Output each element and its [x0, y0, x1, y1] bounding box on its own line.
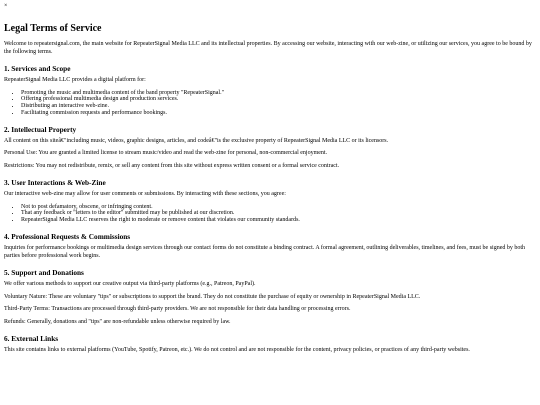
ip-personal-use: Personal Use: You are granted a limited license to stream music/video and read the web-zine for personal, non-commercial enjoyment. [4, 150, 328, 157]
interactions-list [4, 204, 536, 224]
list-item: • Offering professional multimedia design and production services. [21, 96, 536, 103]
intro-paragraph: Welcome to repeatersignal.com, the main website for RepeaterSignal Media LLC and its intellectual properties. By accessing our website, interacting with our web-zine, or utilizing our services, you agree to be bound by the following terms. [4, 41, 532, 55]
ip-paragraph: All content on this siteâ€"including music, videos, graphic designs, articles, and codeâ€"is the exclusive property of RepeaterSignal Media LLC or its licensors. [4, 137, 389, 144]
section-heading-services: 1. Services and Scope [4, 64, 71, 73]
support-paragraph: We offer various methods to support our creative output via third-party platforms (e.g., Patreon, PayPal). [4, 281, 256, 288]
requests-paragraph: Inquiries for performance bookings or multimedia design services through our contact forms do not constitute a binding contract. A formal agreement, outlining deliverables, timelines, and fees, must be signed by both parties before professional work begins. [4, 245, 526, 259]
list-item: • RepeaterSignal Media LLC reserves the right to moderate or remove content that violates our community standards. [21, 217, 536, 224]
links-paragraph: This site contains links to external platforms (YouTube, Spotify, Patreon, etc.). We do not control and are not responsible for the content, privacy policies, or practices of any third-party websites. [4, 347, 470, 354]
section-heading-links: 6. External Links [4, 334, 59, 344]
section-heading-ip: 2. Intellectual Property [4, 124, 77, 134]
ip-restrictions: Restrictions: You may not redistribute, remix, or sell any content from this site without express written consent or a formal service contract. [4, 162, 340, 169]
section-heading-interactions: 3. User Interactions & Web-Zine [4, 178, 106, 188]
section-heading-requests: 4. Professional Requests & Commissions [4, 232, 131, 242]
support-third-party: Third-Party Terms: Transactions are processed through third-party providers. We are not responsible for their data handling or processing errors. [4, 306, 351, 313]
list-item: • Distributing an interactive web-zine. [21, 103, 536, 110]
list-item: • Not to post defamatory, obscene, or infringing content. [21, 204, 536, 211]
list-item: • That any feedback or "letters to the editor" submitted may be published at our discretion. [21, 210, 536, 217]
support-refunds: Refunds: Generally, donations and "tips" are non-refundable unless otherwise required by law. [4, 318, 231, 325]
section-heading-support: 5. Support and Donations [4, 268, 84, 278]
services-list [4, 90, 536, 117]
list-item: • Facilitating commission requests and performance bookings. [21, 110, 536, 117]
services-lead: RepeaterSignal Media LLC provides a digital platform for: [4, 77, 146, 83]
page-title: Legal Terms of Service [4, 23, 102, 34]
list-item: • Promoting the music and multimedia content of the band property "RepeaterSignal." [21, 90, 536, 97]
support-voluntary: Voluntary Nature: These are voluntary "tips" or subscriptions to support the brand. They do not constitute the purchase of equity or ownership in RepeaterSignal Media LLC. [4, 293, 421, 300]
interactions-lead: Our interactive web-zine may allow for user comments or submissions. By interacting with these sections, you agree: [4, 191, 286, 198]
close-icon[interactable]: × [4, 3, 8, 9]
